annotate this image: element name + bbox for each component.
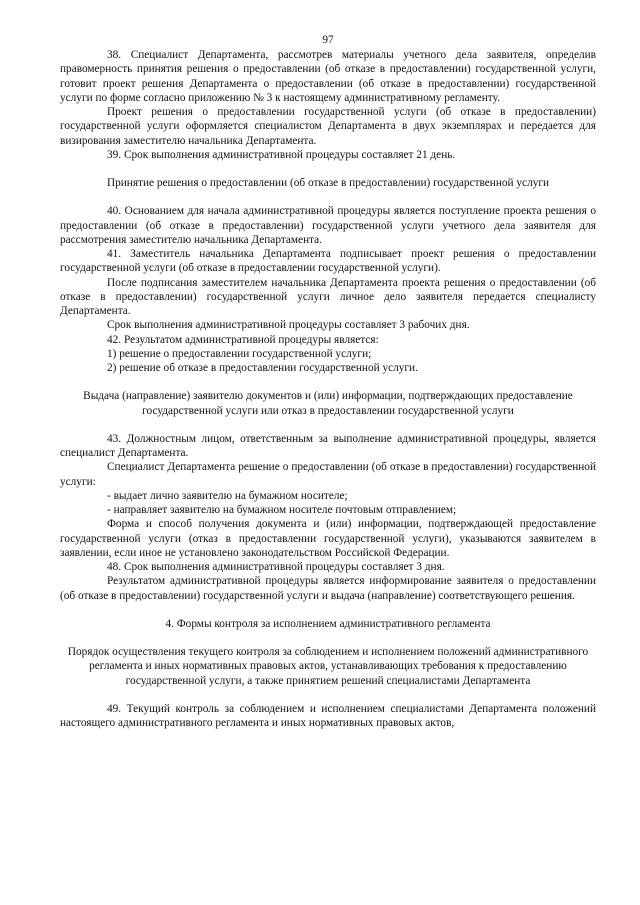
paragraph-42: 42. Результатом административной процедуры является: <box>107 333 379 346</box>
paragraph-38: 38. Специалист Департамента, рассмотрев материалы учетного дела заявителя, определив правомерность принятия решения о предоставлении (об отказе в предоставлении) государственной услуги, готовит проект решения Департамента о предоставлении (об отказе в предоставлении) государственной услуги по форме согласно приложению № 3 к настоящему административному регламенту. <box>60 49 596 104</box>
paragraph-40: 40. Основанием для начала административной процедуры является поступление проекта решения о предоставлении (об отказе в предоставлении) государственной услуги учетного дела заявителя для рассмотрения заместителю начальника Департамента. <box>60 205 596 246</box>
paragraph-41: 41. Заместитель начальника Департамента подписывает проект решения о предоставлении государственной услуги (об отказе в предоставлении государственной услуги). <box>60 248 596 275</box>
list-item-42-1: 1) решение о предоставлении государственной услуги; <box>107 347 372 360</box>
paragraph-43: 43. Должностным лицом, ответственным за выполнение административной процедуры, является специалист Департамента. <box>60 432 596 459</box>
heading-decision: Принятие решения о предоставлении (об отказе в предоставлении) государственной услуги <box>106 177 550 189</box>
page-body <box>60 48 596 730</box>
heading-control: Порядок осуществления текущего контроля за соблюдением и исполнением положений административного регламента и иных нормативных правовых актов, устанавливающих требования к предоставлению государственной услуги, а также принятием решений специалистами Департамента <box>67 646 589 687</box>
paragraph-43-form: Форма и способ получения документа и (или) информации, подтверждающей предоставление государственной услуги (отказ в предоставлении государственной услуги), указываются заявителем в заявлении, если иное не установлено законодательством Российской Федерации. <box>60 518 596 559</box>
list-item-43-2: - направляет заявителю на бумажном носителе почтовым отправлением; <box>107 504 457 516</box>
paragraph-41-term: Срок выполнения административной процедуры составляет 3 рабочих дня. <box>107 319 470 332</box>
paragraph-41-after: После подписания заместителем начальника Департамента проекта решения о предоставлении (об отказе в предоставлении) государственной услуги личное дело заявителя передается специалисту Департамента. <box>60 276 596 317</box>
paragraph-39: 39. Срок выполнения административной процедуры составляет 21 день. <box>107 148 456 161</box>
page-number: 97 <box>322 34 334 46</box>
paragraph-43-decision: Специалист Департамента решение о предоставлении (об отказе в предоставлении) государственной услуги: <box>60 461 596 488</box>
paragraph-38-draft: Проект решения о предоставлении государственной услуги (об отказе в предоставлении) государственной услуги оформляется специалистом Департамента в двух экземплярах и передается для визирования заместителю начальника Департамента. <box>60 106 596 147</box>
paragraph-49: 49. Текущий контроль за соблюдением и исполнением специалистами Департамента положений настоящего административного регламента и иных нормативных правовых актов, <box>60 702 596 729</box>
list-item-43-1: - выдает лично заявителю на бумажном носителе; <box>107 489 348 502</box>
heading-section-4: 4. Формы контроля за исполнением административного регламента <box>165 617 491 630</box>
paragraph-48: 48. Срок выполнения административной процедуры составляет 3 дня. <box>107 561 445 573</box>
heading-issue: Выдача (направление) заявителю документов и (или) информации, подтверждающих предоставление государственной услуги или отказ в предоставлении государственной услуги <box>83 390 573 417</box>
paragraph-48-result: Результатом административной процедуры является информирование заявителя о предоставлении (об отказе в предоставлении) государственной услуги и выдача (направление) соответствующего решения. <box>60 575 596 602</box>
list-item-42-2: 2) решение об отказе в предоставлении государственной услуги. <box>107 362 418 374</box>
